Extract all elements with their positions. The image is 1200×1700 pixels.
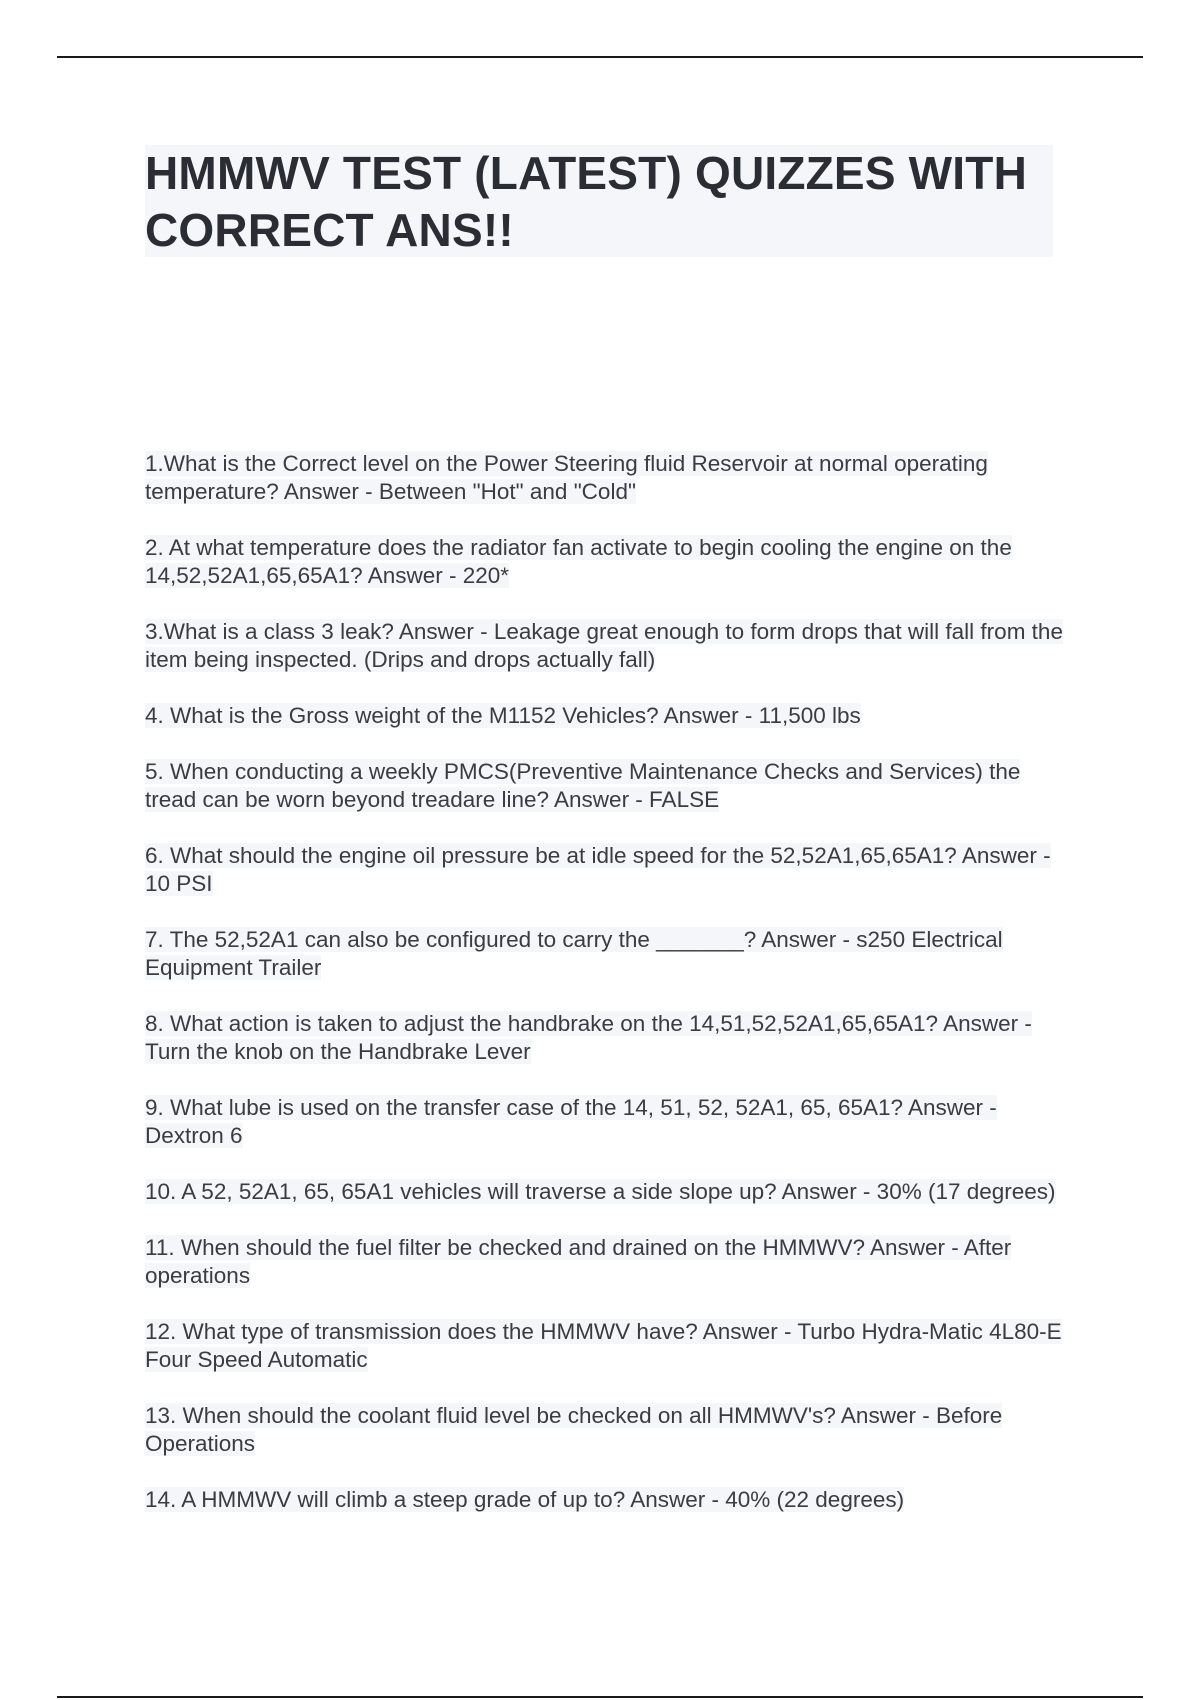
list-item xyxy=(145,1010,1065,1066)
title-block xyxy=(145,145,1053,257)
list-item xyxy=(145,1094,1065,1150)
question-text: 12. What type of transmission does the HMMWV have? Answer - Turbo Hydra-Matic 4L80-E Four Speed Automatic xyxy=(145,1319,1062,1372)
question-text: 2. At what temperature does the radiator fan activate to begin cooling the engine on the 14,52,52A1,65,65A1? Answer - 220* xyxy=(145,535,1012,588)
list-item xyxy=(145,1318,1065,1374)
list-item xyxy=(145,1402,1065,1458)
list-item xyxy=(145,926,1065,982)
question-text: 4. What is the Gross weight of the M1152 Vehicles? Answer - 11,500 lbs xyxy=(145,703,861,728)
document-title: HMMWV TEST (LATEST) QUIZZES WITH CORRECT ANS!! xyxy=(145,147,1027,256)
question-text: 11. When should the fuel filter be checked and drained on the HMMWV? Answer - After operations xyxy=(145,1235,1012,1288)
question-text: 1.What is the Correct level on the Power Steering fluid Reservoir at normal operating temperature? Answer - Between "Hot" and "Cold" xyxy=(145,451,988,504)
list-item xyxy=(145,842,1065,898)
question-text: 13. When should the coolant fluid level be checked on all HMMWV's? Answer - Before Operations xyxy=(145,1403,1003,1456)
list-item xyxy=(145,618,1065,674)
question-text: 14. A HMMWV will climb a steep grade of up to? Answer - 40% (22 degrees) xyxy=(145,1487,905,1512)
list-item xyxy=(145,702,1065,730)
bottom-divider xyxy=(57,1696,1143,1698)
question-text: 7. The 52,52A1 can also be configured to carry the _______? Answer - s250 Electrical Equipment Trailer xyxy=(145,927,1003,980)
question-text: 8. What action is taken to adjust the handbrake on the 14,51,52,52A1,65,65A1? Answer - Turn the knob on the Handbrake Lever xyxy=(145,1011,1032,1064)
top-divider xyxy=(57,56,1143,58)
list-item xyxy=(145,758,1065,814)
list-item xyxy=(145,534,1065,590)
question-text: 5. When conducting a weekly PMCS(Preventive Maintenance Checks and Services) the tread can be worn beyond treadare line? Answer - FALSE xyxy=(145,759,1021,812)
question-text: 10. A 52, 52A1, 65, 65A1 vehicles will traverse a side slope up? Answer - 30% (17 degrees) xyxy=(145,1179,1056,1204)
question-text: 9. What lube is used on the transfer case of the 14, 51, 52, 52A1, 65, 65A1? Answer - Dextron 6 xyxy=(145,1095,997,1148)
list-item xyxy=(145,450,1065,506)
list-item xyxy=(145,1486,1065,1514)
question-list xyxy=(145,450,1065,1542)
list-item xyxy=(145,1178,1065,1206)
question-text: 3.What is a class 3 leak? Answer - Leakage great enough to form drops that will fall from the item being inspected. (Drips and drops actually fall) xyxy=(145,619,1063,672)
question-text: 6. What should the engine oil pressure be at idle speed for the 52,52A1,65,65A1? Answer - 10 PSI xyxy=(145,843,1051,896)
list-item xyxy=(145,1234,1065,1290)
